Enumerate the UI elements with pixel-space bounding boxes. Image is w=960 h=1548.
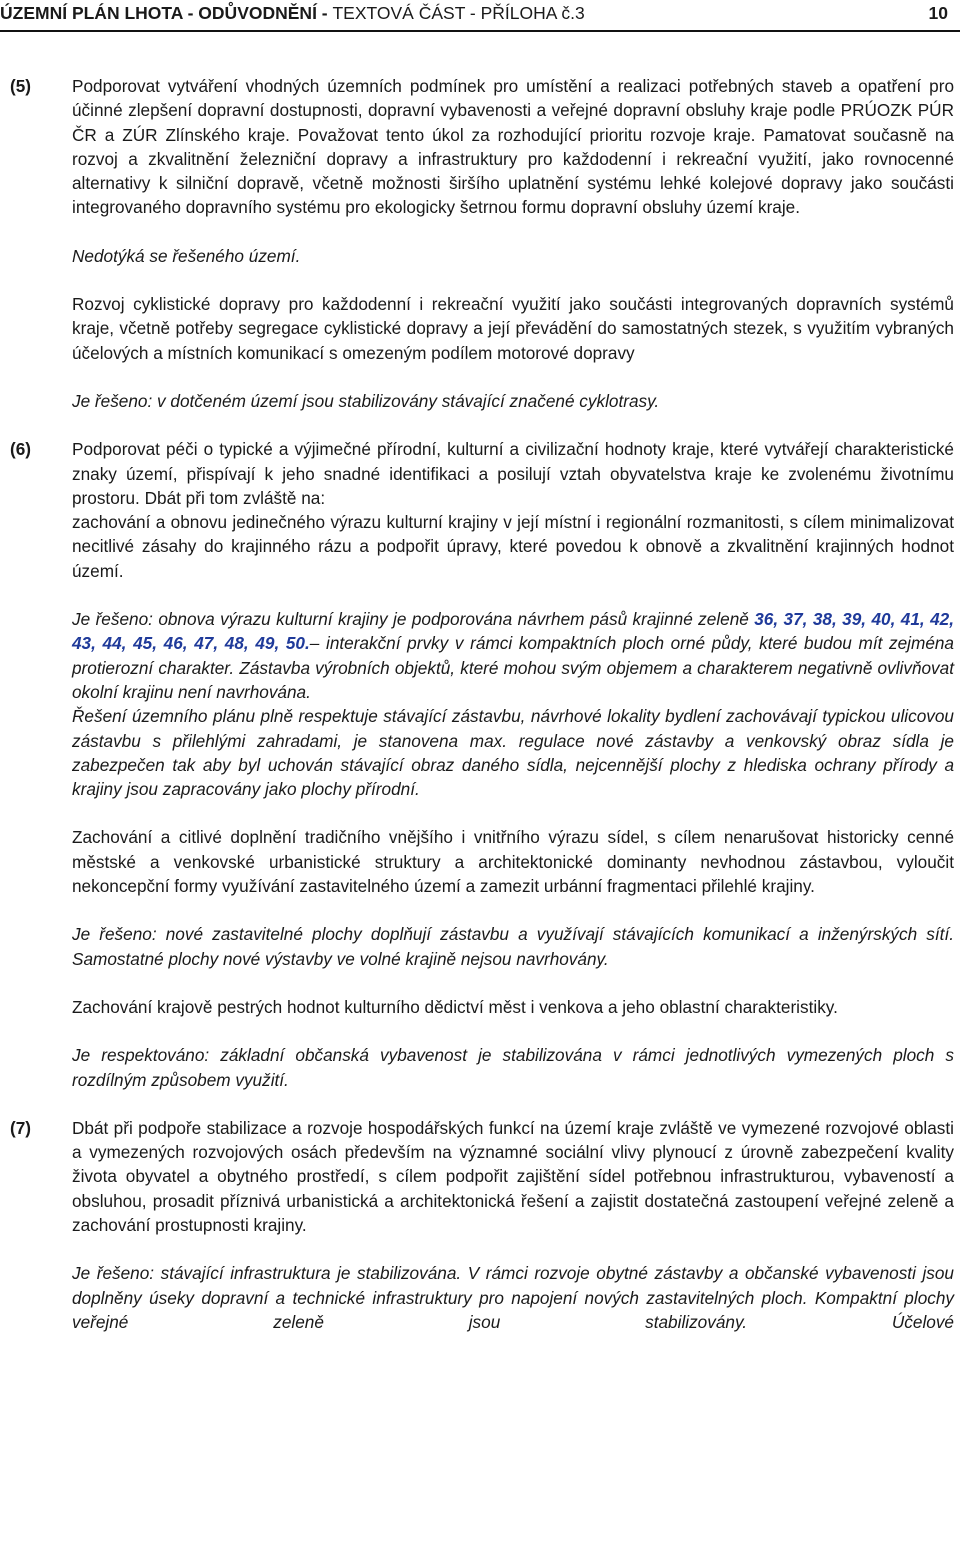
document-title [0,3,585,24]
paragraph-assessment: Je řešeno: nové zastavitelné plochy doplňují zástavbu a využívají stávajících komunikací a inženýrských sítí. Samostatné plochy nové výstavby ve volné krajině nejsou navrhovány. [72,924,954,969]
paragraph: Zachování a citlivé doplnění tradičního vnějšího i vnitřního výrazu sídel, s cílem nenarušovat historicky cenné městské a venkovské urbanistické struktury a architektonické dominanty nevhodnou zástavbou, vyloučit nekoncepční formy využívání zastavitelného území a zamezit urbánní fragmentaci přilehlé krajiny. [72,827,954,897]
page-header [0,0,960,32]
paragraph-assessment: Je řešeno: stávající infrastruktura je stabilizována. V rámci rozvoje obytné zástavby a občanské vybavenosti jsou doplněny úseky dopravní a technické infrastruktury pro napojení nových zastavitelných ploch. Kompaktní plochy veřejné zeleně jsou stabilizovány. Účelové [72,1263,954,1332]
section-7 [0,1116,960,1334]
paragraph-assessment: Je řešeno: v dotčeném území jsou stabilizovány stávající značené cyklotrasy. [72,390,660,411]
document-title-normal: TEXTOVÁ ČÁST - PŘÍLOHA č.3 [332,3,585,23]
paragraph: Podporovat vytváření vhodných územních podmínek pro umístění a realizaci potřebných staveb a opatření pro účinné zlepšení dopravní dostupnosti, dopravní vybavenosti a veřejné dopravní obsluhy kraje podle PRÚOZK PÚR ČR a ZÚR Zlínského kraje. Považovat tento úkol za rozhodující prioritu rozvoje kraje. Pamatovat současně na rozvoj a zkvalitnění železniční dopravy a infrastruktury pro každodenní i rekreační využití, jako rovnocenné alternativy k silniční dopravě, včetně možnosti širšího uplatnění systému lehké kolejové dopravy jako součásti integrovaného dopravního systému pro ekologicky šetrnou formu dopravní obsluhy území kraje. [72,76,954,218]
assessment-text: Je řešeno: obnova výrazu kulturní krajiny je podporována návrhem pásů krajinné zeleně [72,609,755,630]
page-number: 10 [928,3,948,23]
document-title-bold: ÚZEMNÍ PLÁN LHOTA - ODŮVODNĚNÍ - [0,3,333,23]
paragraph: Dbát při podpoře stabilizace a rozvoje hospodářských funkcí na území kraje zvláště ve vymezené rozvojové oblasti a vymezených rozvojových osách především na významné sociální vlivy plynoucí z úrovně zabezpečení kvality života obyvatel a obytného prostředí, s cílem podpořit zajištění sídel potřebnou infrastrukturou, vybaveností a obsluhou, prosadit příznivá urbanistická a architektonická řešení a zajistit dostatečná zastoupení veřejné zeleně a zachování prostupnosti krajiny. [72,1117,954,1235]
section-number: (5) [10,76,32,96]
paragraph: zachování a obnovu jedinečného výrazu kulturní krajiny v její místní i regionální rozmanitosti, s cílem minimalizovat necitlivé zásahy do krajinného rázu a podpořit úpravy, které povedou k obnově a zkvalitnění krajinných hodnot území. [72,512,954,581]
section-body [72,437,954,1092]
paragraph-assessment: Řešení územního plánu plně respektuje stávající zástavbu, návrhové lokality bydlení zachovávají typickou ulicovou zástavbu s přilehlými zahradami, je stanovena max. regulace nové zástavby a venkovský obraz sídla je zabezpečen tak aby byl uchován stávající obraz daného sídla, nejcennější plochy z hlediska ochrany přírody a krajiny jsou zapracovány jako plochy přírodní. [72,706,954,800]
section-number: (7) [10,1117,32,1138]
document-body [0,74,960,1358]
paragraph: Rozvoj cyklistické dopravy pro každodenní i rekreační využití jako součásti integrovaných dopravních systémů kraje, včetně potřeby segregace cyklistické dopravy a její převádění do samostatných stezek, s využitím vybraných účelových a místních komunikací s omezeným podílem motorové dopravy [72,294,954,363]
section-number: (6) [10,439,32,460]
section-6 [0,437,960,1092]
section-body [72,1116,954,1334]
section-5 [0,74,960,413]
paragraph: Podporovat péči o typické a výjimečné přírodní, kulturní a civilizační hodnoty kraje, které vytvářejí charakteristické znaky území, přispívají k jeho snadné identifikaci a posilují vztah obyvatelstva kraje ke zvolenému životnímu prostoru. Dbát při tom zvláště na: [72,439,954,508]
paragraph-assessment: Je respektováno: základní občanská vybavenost je stabilizována v rámci jednotlivých vymezených ploch s rozdílným způsobem využití. [72,1045,954,1090]
greenery-strip-numbers: 36, 37, 38, 39, 40, 41, 42, 43, 44, 45, 46, 47, 48, 49, 50. [72,609,954,654]
assessment-text: – interakční prvky v rámci kompaktních ploch orné půdy, které budou mít zejména protierozní charakter. Zástavba výrobních objektů, které mohou svým objemem a charakterem negativně ovlivňovat okolní krajinu není navrhována. [72,633,954,702]
paragraph: Zachování krajově pestrých hodnot kulturního dědictví měst i venkova a jeho oblastní charakteristiky. [72,996,838,1017]
paragraph-assessment [72,607,954,704]
paragraph-assessment: Nedotýká se řešeného území. [72,245,301,266]
section-body [72,74,954,413]
